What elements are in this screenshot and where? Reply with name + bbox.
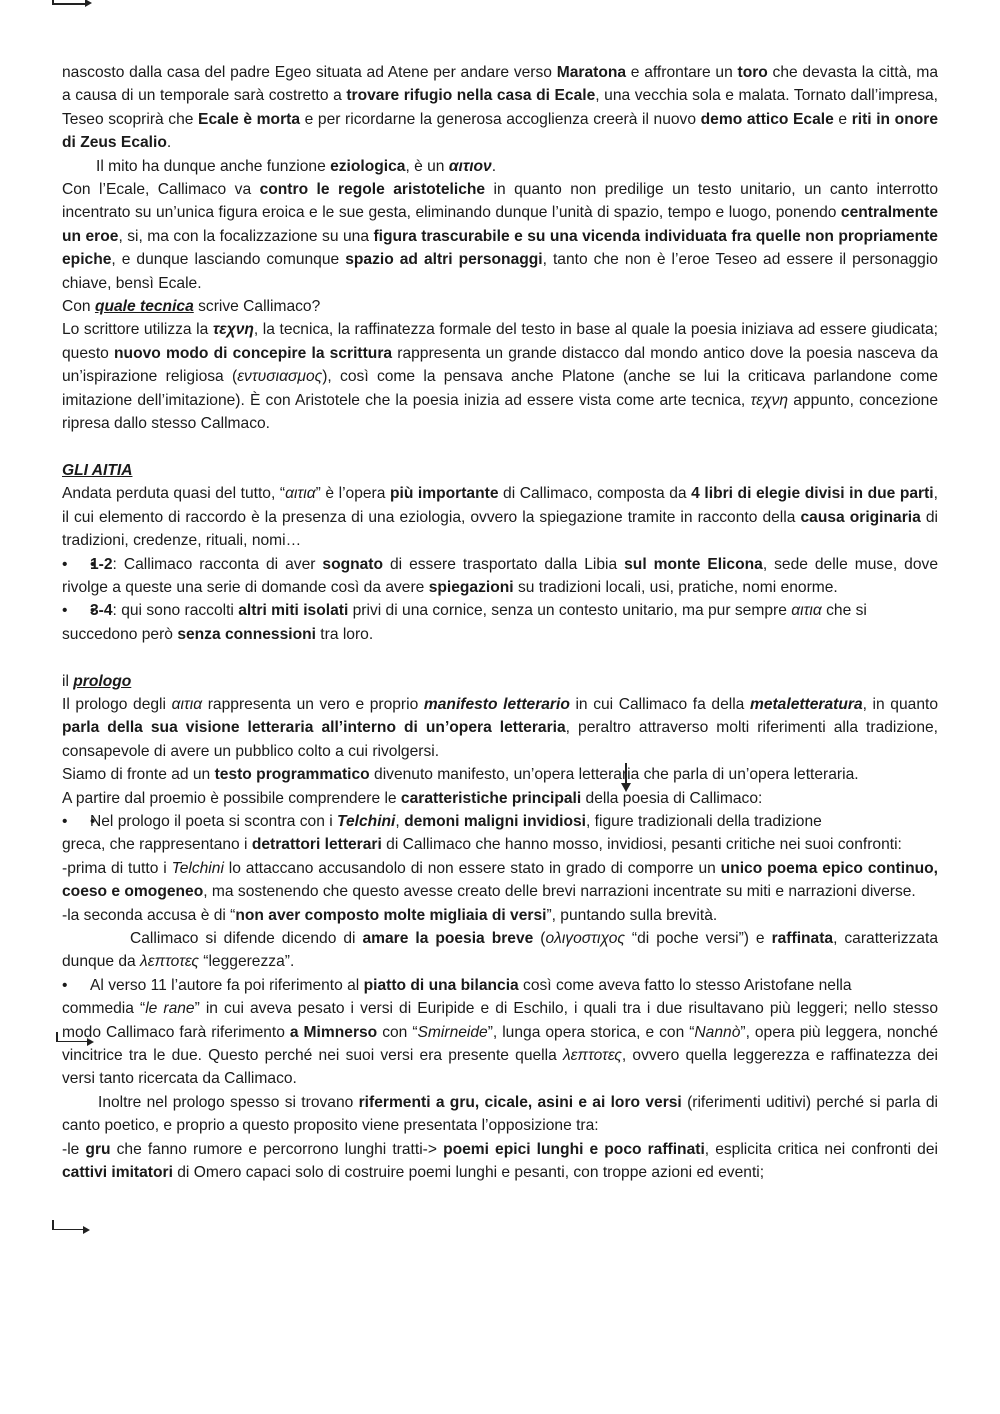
- paragraph-characteristics: [62, 787, 938, 810]
- text: Lo scrittore utilizza la: [62, 321, 213, 339]
- text: .: [166, 134, 172, 152]
- text: di Callimaco, composta da: [498, 485, 692, 503]
- paragraph-question: [62, 295, 938, 318]
- text: di Callimaco che hanno mosso, invidiosi, pesanti critiche nei suoi confronti:: [381, 836, 902, 854]
- greek-term: εντυσιασμος: [237, 368, 323, 386]
- text: che devasta la città, ma a causa di un temporale sarà costretto a: [62, 64, 939, 105]
- bold-text: cattivi imitatori: [62, 1164, 173, 1182]
- text: , caratterizzata dunque da: [62, 930, 938, 971]
- bullet-books-3-4: [62, 599, 938, 646]
- text: che fanno rumore e percorrono lunghi tratti->: [110, 1140, 444, 1158]
- bold-text: altri miti isolati: [238, 602, 349, 620]
- bold-text: più importante: [389, 485, 499, 503]
- text: (: [533, 930, 546, 947]
- bold-text: amare la poesia breve: [362, 930, 534, 947]
- corner-arrow-icon: [52, 1220, 90, 1230]
- text: (riferimenti uditivi) perché si parla di canto poetico, e proprio a questo proposito viene presentata l’opposizione tra:: [62, 1093, 938, 1135]
- bold-text: demoni maligni invidiosi: [404, 812, 587, 830]
- bold-text: spiegazioni: [428, 578, 514, 596]
- text: , il cui elemento di raccordo è la presenza di una eziologia, ovvero la spiegazione tramite in racconto della: [62, 485, 938, 526]
- bullet-scale: [62, 974, 938, 997]
- bold-text: rifermenti a gru, cicale, asini e ai loro versi: [358, 1093, 682, 1111]
- paragraph-techne: [62, 318, 938, 435]
- paragraph-defense: [62, 927, 938, 974]
- text: lo attaccano accusandolo di non essere stato in grado di comporre un: [223, 859, 721, 877]
- text: e per ricordarne la generosa accoglienza creerà il nuovo: [300, 110, 701, 128]
- paragraph-manifesto: [62, 693, 938, 763]
- text: Andata perduta quasi del tutto, “: [62, 485, 286, 503]
- text: rappresenta un grande distacco dal mondo antico dove la poesia nasceva da un’ispirazione religiosa (: [62, 344, 939, 386]
- text: così come aveva fatto lo stesso Aristofane nella: [518, 976, 852, 994]
- text: , la tecnica, la raffinatezza formale del testo in base al quale la poesia iniziava ad essere giudicata; questo: [62, 321, 938, 362]
- text: , si, ma con la focalizzazione su una: [118, 227, 374, 245]
- text: in cui Callimaco fa della: [569, 695, 750, 713]
- text: , e dunque lasciando comunque: [111, 251, 346, 269]
- bold-text: poemi epici lunghi e poco raffinati: [443, 1140, 705, 1158]
- text: Nel prologo il poeta si scontra con i: [90, 812, 338, 830]
- text: , una vecchia sola e malata. Tornato dall’impresa, Teseo scoprirà che: [62, 87, 939, 128]
- greek-term: λεπτοτες: [140, 953, 199, 971]
- text: , ovvero quella leggerezza e raffinatezza dei versi tanto ricercata da Callimaco.: [62, 1047, 938, 1088]
- greek-term: λεπτοτες: [563, 1047, 622, 1065]
- bullet-icon: • •: [62, 602, 68, 620]
- text: su tradizioni locali, usi, pratiche, nomi enorme.: [513, 578, 838, 596]
- text: commedia “: [62, 1000, 146, 1018]
- italic-text: Telchini: [171, 859, 224, 877]
- bold-text: riti in onore di Zeus Ecalio: [62, 110, 939, 152]
- text: Siamo di fronte ad un: [62, 766, 215, 784]
- greek-term: τεχνη: [750, 391, 789, 409]
- bold-text: unico poema epico continuo, coeso e omogeneo: [62, 859, 938, 901]
- bold-text: raffinata: [771, 930, 834, 947]
- text: appunto, concezione ripresa dallo stesso Callmaco.: [62, 391, 938, 433]
- greek-term: αιτια: [171, 695, 203, 713]
- greek-term: αιτια: [285, 485, 316, 503]
- text: , sede delle muse, dove rivolge a queste una serie di domande così da avere: [62, 555, 938, 596]
- bold-text: nuovo modo di concepire la scrittura: [114, 344, 393, 362]
- text: , peraltro attraverso molti riferimenti alla tradizione, consapevole di avere un pubblico colto a cui rivolgersi.: [62, 719, 938, 760]
- text: di essere trasportato dalla Libia: [383, 555, 625, 573]
- text: Con l’Ecale, Callimaco va: [62, 181, 260, 199]
- heading-text: prologo: [73, 672, 132, 690]
- bold-text: senza connessioni: [177, 625, 316, 643]
- text: di tradizioni, credenze, rituali, nomi…: [62, 508, 938, 550]
- bold-text: causa originaria: [800, 508, 921, 526]
- paragraph-programmatic: [62, 763, 938, 786]
- bold-italic-text: metaletteratura: [749, 695, 863, 713]
- italic-text: Smirneide: [417, 1023, 488, 1041]
- text: -le: [62, 1140, 86, 1158]
- text: ”, opera più leggera, nonché vincitrice tra le due. Questo perché nei suoi versi era presente quella: [62, 1023, 939, 1065]
- section-heading-aitia: [62, 459, 938, 482]
- bold-text: sul monte Elicona: [624, 555, 763, 573]
- bold-text: 4 libri di elegie divisi in due parti: [691, 485, 934, 503]
- text: e affrontare un: [626, 64, 738, 81]
- bold-text: parla della sua visione letteraria all’interno di un’opera letteraria: [62, 719, 566, 737]
- bold-text: contro le regole aristoteliche: [259, 181, 486, 199]
- paragraph-animals: [62, 1091, 938, 1138]
- bold-text: sognato: [322, 555, 384, 573]
- document-page: [62, 61, 938, 1184]
- text: il: [62, 672, 74, 690]
- text: tra loro.: [315, 625, 374, 643]
- text: Il mito ha dunque anche funzione: [96, 157, 331, 175]
- text: rappresenta un vero e proprio: [202, 695, 424, 713]
- bold-text: spazio ad altri personaggi: [345, 251, 543, 269]
- bold-text: 1-2: [90, 555, 113, 573]
- text: , figure tradizionali della tradizione: [586, 812, 822, 830]
- paragraph-aitia-intro: [62, 482, 938, 552]
- italic-text: le rane: [145, 1000, 195, 1018]
- paragraph-frogs: [62, 997, 938, 1091]
- text: ” in cui aveva pesato i versi di Euripide e di Eschilo, i quali tra i due risultavano più leggeri; nello stesso modo Callimaco farà riferimento: [62, 1000, 938, 1041]
- bold-italic-text: Telchini: [337, 812, 396, 830]
- text: con “: [377, 1023, 418, 1041]
- text: scrive Callimaco?: [193, 298, 321, 316]
- bold-text: eziologica: [330, 157, 406, 175]
- bullet-telchini: [62, 810, 938, 833]
- bullet-books-1-2: [62, 553, 938, 600]
- text: A partire dal proemio è possibile comprendere le: [62, 789, 401, 807]
- paragraph-second-accusation: [62, 904, 938, 927]
- section-heading-prologo: [62, 670, 938, 693]
- text: ”, puntando sulla brevità.: [546, 906, 718, 924]
- continuation-arrow-icon: [52, 0, 92, 6]
- text: divenuto manifesto, un’opera letteraria che parla di un’opera letteraria.: [369, 766, 859, 784]
- bold-text: a Mimnerso: [289, 1023, 378, 1041]
- text: , in quanto: [862, 695, 938, 713]
- bold-text: Ecale è morta: [198, 110, 301, 128]
- text: -la seconda accusa è di “: [62, 906, 236, 924]
- heading-text: GLI AITIA: [62, 461, 133, 479]
- text: ”, lunga opera storica, e con “: [487, 1023, 695, 1041]
- text: : Callimaco racconta di aver: [112, 555, 323, 573]
- text: Al verso 11 l’autore fa poi riferimento al: [90, 976, 364, 994]
- bold-text: figura trascurabile e su una vicenda individuata fra quelle non propriamente epiche: [62, 227, 938, 269]
- italic-text: Nannò: [694, 1023, 741, 1041]
- bold-text: Maratona: [556, 64, 627, 81]
- text: ,: [395, 812, 405, 830]
- bullet-icon: • •: [62, 812, 68, 830]
- text: Il prologo degli: [62, 695, 172, 713]
- greek-term: ολιγοστιχος: [545, 930, 625, 947]
- text: che si succedono però: [62, 602, 867, 643]
- text: : qui sono raccolti: [112, 602, 239, 620]
- text: Con: [62, 298, 95, 316]
- text: di Omero capaci solo di costruire poemi lunghi e pesanti, con troppe azioni ed eventi;: [172, 1164, 765, 1182]
- bold-text: detrattori letterari: [251, 836, 382, 854]
- paragraph-aristotle-rules: [62, 178, 938, 295]
- greek-term: αιτια: [791, 602, 822, 620]
- text: .: [491, 157, 497, 175]
- text: privi di una cornice, senza un contesto unitario, ma pur sempre: [348, 602, 792, 620]
- bold-text: gru: [85, 1140, 111, 1158]
- bold-text: centralmente un eroe: [62, 204, 938, 245]
- text: -prima di tutto i: [62, 859, 172, 877]
- bold-text: trovare rifugio nella casa di Ecale: [346, 87, 596, 105]
- text: della poesia di Callimaco:: [581, 789, 763, 807]
- text: in quanto non predilige un testo unitario, un canto interrotto incentrato su un’unica figura eroica e le sue gesta, eliminando dunque l’unità di spazio, tempo e luogo, ponendo: [62, 181, 938, 222]
- bullet-icon: •: [62, 976, 68, 994]
- bold-text: caratteristiche principali: [400, 789, 582, 807]
- underlined-term: quale tecnica: [94, 298, 194, 316]
- text: ), così come la pensava anche Platone (anche se lui la criticava parlandone come imitazione dell’imitazione). È con Aristotele che la poesia inizia ad essere vista come arte tecnica,: [62, 368, 938, 409]
- bold-text: demo attico Ecale: [700, 110, 834, 128]
- greek-term: τεχνη: [212, 321, 254, 339]
- text: “di poche versi”) e: [624, 930, 772, 947]
- text: Callimaco si difende dicendo di: [130, 930, 363, 947]
- text: greca, che rappresentano i: [62, 836, 252, 854]
- greek-term: αιτιον: [448, 157, 492, 175]
- bold-text: piatto di una bilancia: [363, 976, 519, 994]
- text: “leggerezza”.: [198, 953, 295, 971]
- text: , è un: [405, 157, 449, 175]
- text: , esplicita critica nei confronti dei: [704, 1140, 938, 1158]
- bold-text: testo programmatico: [214, 766, 370, 784]
- paragraph-cranes: [62, 1138, 938, 1185]
- paragraph-first-accusation: [62, 857, 938, 904]
- bold-text: non aver composto molte migliaia di versi: [235, 906, 547, 924]
- text: Inoltre nel prologo spesso si trovano: [98, 1093, 359, 1111]
- text: ” è l’opera: [315, 485, 390, 503]
- bold-text: 3-4: [90, 602, 113, 620]
- bold-text: toro: [737, 64, 768, 81]
- paragraph-aetiology: [62, 155, 938, 178]
- text: , tanto che non è l’eroe Teseo ad essere il personaggio chiave, bensì Ecale.: [62, 251, 938, 292]
- paragraph-ecale-myth: [62, 61, 938, 155]
- text: e: [833, 110, 852, 128]
- bold-italic-text: manifesto letterario: [423, 695, 570, 713]
- text: nascosto dalla casa del padre Egeo situata ad Atene per andare verso: [62, 64, 557, 81]
- bullet-icon: • •: [62, 555, 68, 573]
- paragraph-telchini-cont: [62, 833, 938, 856]
- text: , ma sostenendo che questo avesse creato delle brevi narrazioni incentrate su miti e narrazioni diverse.: [203, 883, 916, 901]
